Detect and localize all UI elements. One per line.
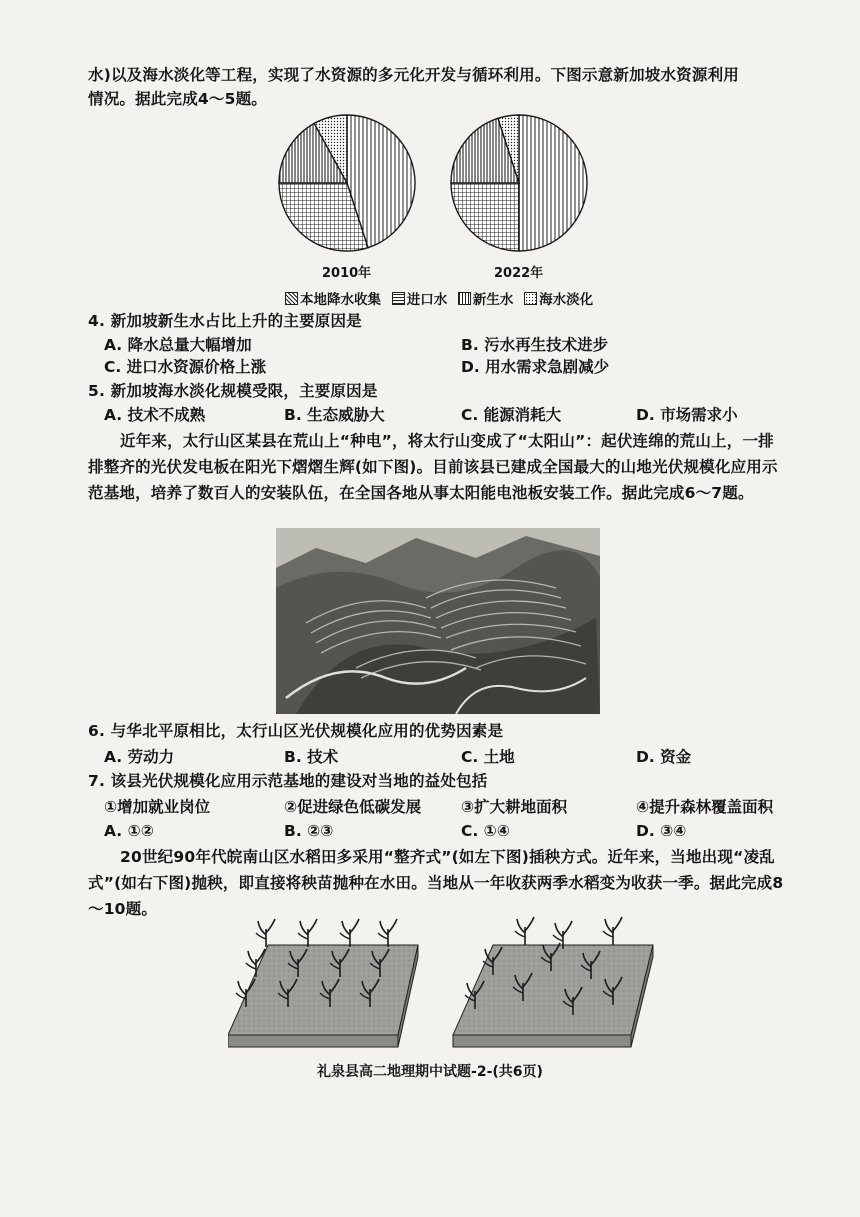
- pie-slice-rain: [519, 115, 587, 251]
- q6-option-d: D. 资金: [636, 748, 692, 766]
- year-label-2010: 2010年: [322, 266, 372, 281]
- pie-charts: [270, 108, 600, 258]
- orderly-field-diagram: [228, 919, 418, 1047]
- q7-option-b: B. ②③: [284, 822, 334, 840]
- solar-hills-photo: [276, 528, 600, 714]
- q7-statement-1: ①增加就业岗位: [104, 798, 211, 816]
- q7-statement-3: ③扩大耕地面积: [461, 798, 568, 816]
- q4-option-a: A. 降水总量大幅增加: [104, 336, 252, 354]
- year-label-2022: 2022年: [494, 266, 544, 281]
- chart-legend: [285, 288, 593, 308]
- q7-statement-2: ②促进绿色低碳发展: [284, 798, 422, 816]
- q4-option-d: D. 用水需求急剧减少: [461, 358, 610, 376]
- chaotic-field-diagram: [453, 917, 653, 1047]
- q7-stem: 7. 该县光伏规模化应用示范基地的建设对当地的益处包括: [88, 772, 488, 790]
- pie-slice-import: [451, 183, 519, 251]
- q7-option-a: A. ①②: [104, 822, 154, 840]
- legend-swatch-rain: [285, 292, 298, 305]
- q5-option-a: A. 技术不成熟: [104, 406, 206, 424]
- pie-2022: [451, 115, 587, 251]
- q4-option-c: C. 进口水资源价格上涨: [104, 358, 267, 376]
- q4-stem: 4. 新加坡新生水占比上升的主要原因是: [88, 312, 362, 330]
- intro-line-1: 水)以及海水淡化等工程，实现了水资源的多元化开发与循环利用。下图示意新加坡水资源利用: [88, 66, 739, 84]
- q5-option-d: D. 市场需求小: [636, 406, 738, 424]
- legend-import: 进口水: [406, 292, 448, 308]
- q5-stem: 5. 新加坡海水淡化规模受限，主要原因是: [88, 382, 378, 400]
- q5-option-c: C. 能源消耗大: [461, 406, 562, 424]
- legend-desal: 海水淡化: [539, 292, 594, 308]
- q7-statement-4: ④提升森林覆盖面积: [636, 798, 774, 816]
- legend-newater: 新生水: [472, 292, 514, 308]
- legend-swatch-desal: [524, 292, 537, 305]
- rice-field-diagrams: [228, 905, 658, 1055]
- page-footer: 礼泉县高二地理期中试题-2-(共6页): [317, 1064, 543, 1080]
- q6-option-a: A. 劳动力: [104, 748, 175, 766]
- q7-option-d: D. ③④: [636, 822, 687, 840]
- q7-option-c: C. ①④: [461, 822, 510, 840]
- q6-option-c: C. 土地: [461, 748, 515, 766]
- passage-solar: 近年来，太行山区某县在荒山上“种电”，将太行山变成了“太阳山”：起伏连绵的荒山上，一排排整齐的光伏发电板在阳光下熠熠生辉(如下图)。目前该县已建成全国最大的山地光伏规模化应用示范基地，培养了数百人的安装队伍，在全国各地从事太阳能电池板安装工作。据此完成6～7题。: [88, 432, 778, 502]
- q5-option-b: B. 生态威胁大: [284, 406, 385, 424]
- pie-2010: [279, 115, 415, 251]
- legend-rain: 本地降水收集: [300, 292, 381, 308]
- q4-option-b: B. 污水再生技术进步: [461, 336, 609, 354]
- legend-swatch-newater: [458, 292, 471, 305]
- intro-line-2: 情况。据此完成4～5题。: [88, 90, 267, 108]
- q6-option-b: B. 技术: [284, 748, 339, 766]
- legend-swatch-import: [392, 292, 405, 305]
- q6-stem: 6. 与华北平原相比，太行山区光伏规模化应用的优势因素是: [88, 722, 504, 740]
- passage-rice: 20世纪90年代皖南山区水稻田多采用“整齐式”(如左下图)插秧方式。近年来，当地出现“凌乱式”(如右下图)抛秧，即直接将秧苗抛种在水田。当地从一年收获两季水稻变为收获一季。据此完成8～10题。: [88, 848, 784, 918]
